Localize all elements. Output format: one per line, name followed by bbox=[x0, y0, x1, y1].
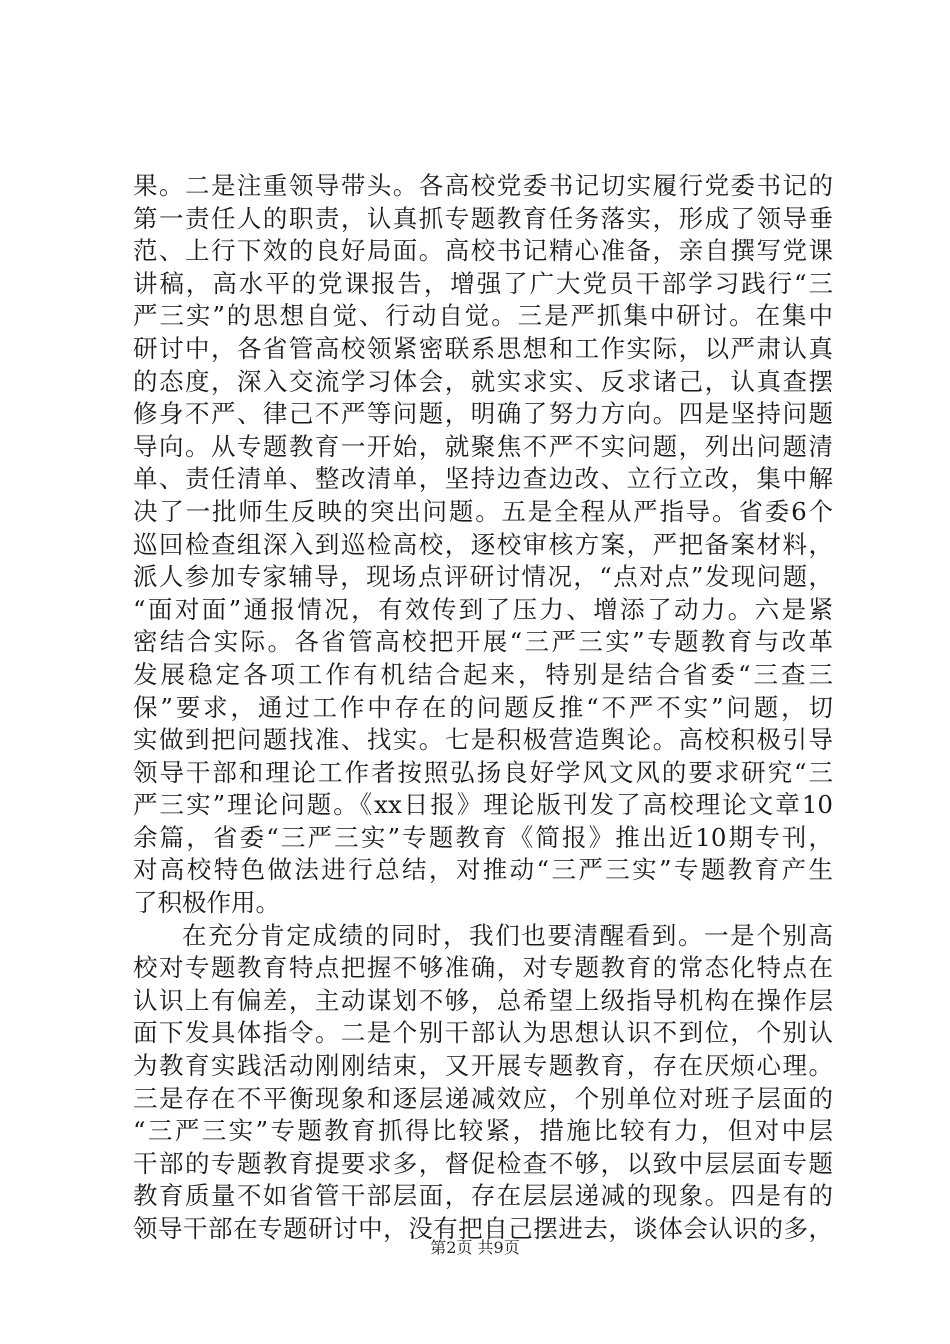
text-line: 严三实”的思想自觉、行动自觉。三是严抓集中研讨。在集中 bbox=[133, 301, 833, 331]
text-line: 余篇，省委“三严三实”专题教育《简报》推出近10期专刊， bbox=[133, 822, 833, 852]
text-line: 教育质量不如省管干部层面，存在层层递减的现象。四是有的 bbox=[133, 1181, 833, 1211]
text-line: 密结合实际。各省管高校把开展“三严三实”专题教育与改革 bbox=[133, 627, 833, 657]
text-line: 讲稿，高水平的党课报告，增强了广大党员干部学习践行“三 bbox=[133, 268, 833, 298]
text-line: 实做到把问题找准、找实。七是积极营造舆论。高校积极引导 bbox=[133, 725, 833, 755]
text-line: 研讨中，各省管高校领紧密联系思想和工作实际，以严肃认真 bbox=[133, 333, 833, 363]
text-line: 在充分肯定成绩的同时，我们也要清醒看到。一是个别高 bbox=[182, 920, 833, 950]
text-line: 领导干部和理论工作者按照弘扬良好学风文风的要求研究“三 bbox=[133, 757, 833, 787]
text-line: 决了一批师生反映的突出问题。五是全程从严指导。省委6个 bbox=[133, 496, 833, 526]
text-line: 了积极作用。 bbox=[133, 888, 280, 918]
text-line: 修身不严、律己不严等问题，明确了努力方向。四是坚持问题 bbox=[133, 399, 833, 429]
paragraph-1 bbox=[133, 170, 833, 920]
text-line: 面下发具体指令。二是个别干部认为思想认识不到位，个别认 bbox=[133, 1018, 833, 1048]
text-line: 导向。从专题教育一开始，就聚焦不严不实问题，列出问题清 bbox=[133, 431, 833, 461]
text-line: 巡回检查组深入到巡检高校，逐校审核方案，严把备案材料， bbox=[133, 529, 833, 559]
text-line: 严三实”理论问题。《xx日报》理论版刊发了高校理论文章10 bbox=[133, 790, 833, 820]
text-line: 干部的专题教育提要求多，督促检查不够，以致中层层面专题 bbox=[133, 1148, 833, 1178]
text-line: 三是存在不平衡现象和逐层递减效应，个别单位对班子层面的 bbox=[133, 1083, 833, 1113]
text-line: 单、责任清单、整改清单，坚持边查边改、立行立改，集中解 bbox=[133, 464, 833, 494]
paragraph-2 bbox=[133, 920, 833, 1246]
text-line: 对高校特色做法进行总结，对推动“三严三实”专题教育产生 bbox=[133, 855, 833, 885]
text-line: “面对面”通报情况，有效传到了压力、增添了动力。六是紧 bbox=[133, 594, 833, 624]
text-line: 的态度，深入交流学习体会，就实求实、反求诸己，认真查摆 bbox=[133, 366, 833, 396]
text-line: “三严三实”专题教育抓得比较紧，措施比较有力，但对中层 bbox=[133, 1116, 833, 1146]
text-line: 保”要求，通过工作中存在的问题反推“不严不实”问题，切 bbox=[133, 692, 833, 722]
text-line: 范、上行下效的良好局面。高校书记精心准备，亲自撰写党课 bbox=[133, 236, 833, 266]
text-line: 认识上有偏差，主动谋划不够，总希望上级指导机构在操作层 bbox=[133, 985, 833, 1015]
page-number-footer: 第2页 共9页 bbox=[430, 1238, 520, 1257]
text-line: 发展稳定各项工作有机结合起来，特别是结合省委“三查三 bbox=[133, 659, 833, 689]
text-line: 果。二是注重领导带头。各高校党委书记切实履行党委书记的 bbox=[133, 171, 833, 200]
text-line: 为教育实践活动刚刚结束，又开展专题教育，存在厌烦心理。 bbox=[133, 1051, 833, 1081]
text-line: 校对专题教育特点把握不够准确，对专题教育的常态化特点在 bbox=[133, 953, 833, 983]
text-line: 领导干部在专题研讨中，没有把自己摆进去，谈体会认识的多， bbox=[133, 1214, 833, 1243]
text-line: 派人参加专家辅导，现场点评研讨情况，“点对点”发现问题， bbox=[133, 562, 833, 592]
text-line: 第一责任人的职责，认真抓专题教育任务落实，形成了领导垂 bbox=[133, 203, 833, 233]
document-body bbox=[133, 170, 833, 1246]
